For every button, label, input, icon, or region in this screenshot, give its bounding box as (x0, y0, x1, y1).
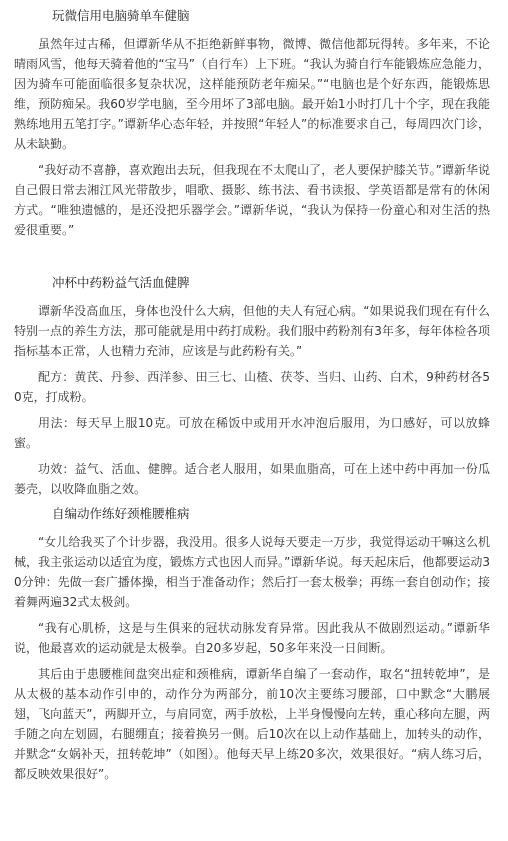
paragraph: 用法：每天早上服10克。可放在稀饭中或用开水冲泡后服用，为口感好，可以放蜂蜜。 (14, 416, 490, 450)
paragraph: “我有心肌桥，这是与生俱来的冠状动脉发育异常。因此我从不做剧烈运动。”谭新华说，他最喜欢的运动就是太极拳。自20多岁起，50多年来没一日间断。 (14, 621, 490, 655)
paragraph: 功效：益气、活血、健脾。适合老人服用，如果血脂高，可在上述中药中再加一份瓜蒌壳，以收降血脂之效。 (14, 462, 490, 496)
paragraph: “女儿给我买了个计步器，我没用。很多人说每天要走一万步，我觉得运动干嘛这么机械，我主张运动以适宜为度，锻炼方式也因人而异。”谭新华说。每天起床后，他都要运动30分钟：先做一套广播体操，相当于准备动作；然后打一套太极拳；再练一套自创动作；接着舞两遍32式太极剑。 (14, 535, 490, 609)
section-title: 冲杯中药粉益气活血健脾 (52, 275, 190, 290)
section-wechat-computer-bike (14, 7, 490, 240)
paragraph: 配方：黄芪、丹参、西洋参、田三七、山楂、茯苓、当归、山药、白术，9种药材各50克，打成粉。 (14, 370, 490, 404)
paragraph: “我好动不喜静，喜欢跑出去玩，但我现在不太爬山了，老人要保护膝关节。”谭新华说自己假日常去湘江风光带散步，唱歌、摄影、练书法、看书读报、学英语都是常有的休闲方式。“唯独遗憾的，是还没把乐器学会。”谭新华说，“我认为保持一份童心和对生活的热爱很重要。” (14, 163, 490, 237)
paragraph: 谭新华没高血压，身体也没什么大病，但他的夫人有冠心病。“如果说我们现在有什么特别一点的养生方法，那可能就是用中药打成粉。我们服中药粉剂有3年多，每年体检各项指标基本正常，人也精力充沛，应该是与此药粉有关。” (14, 304, 490, 358)
section-herbal-powder (14, 274, 490, 499)
section-self-made-exercise (14, 505, 490, 784)
paragraph: 其后由于患腰椎间盘突出症和颈椎病，谭新华自编了一套动作，取名“扭转乾坤”，是从太极的基本动作引申的，动作分为两部分，前10次主要练习腰部，口中默念“大鹏展翅，飞向蓝天”，两脚开立，与肩同宽，两手放松，上半身慢慢向左转，重心移向左腿，两手随之向左划圆，右腿绷直；接着换另一侧。后10次在以上动作基础上，加转头的动作，并默念“女娲补天，扭转乾坤”（如图）。他每天早上练20多次，效果很好。“病人练习后，都反映效果很好”。 (14, 667, 490, 781)
section-title: 自编动作练好颈椎腰椎病 (52, 506, 190, 521)
section-title: 玩微信用电脑骑单车健脑 (52, 8, 190, 23)
paragraph: 虽然年过古稀，但谭新华从不拒绝新鲜事物，微博、微信他都玩得转。多年来，不论晴雨风雪，他每天骑着他的“宝马”（自行车）上下班。“我认为骑自行车能锻炼应急能力，因为骑车可能面临很多复杂状况，这样能预防老年痴呆。”“电脑也是个好东西，能锻炼思维，预防痴呆。我60岁学电脑，至今用坏了3部电脑。最开始1小时打几十个字，现在我能熟练地用五笔打字。”谭新华心态年轻，并按照“年轻人”的标准要求自己，每周四次门诊，从未缺勤。 (14, 37, 490, 151)
